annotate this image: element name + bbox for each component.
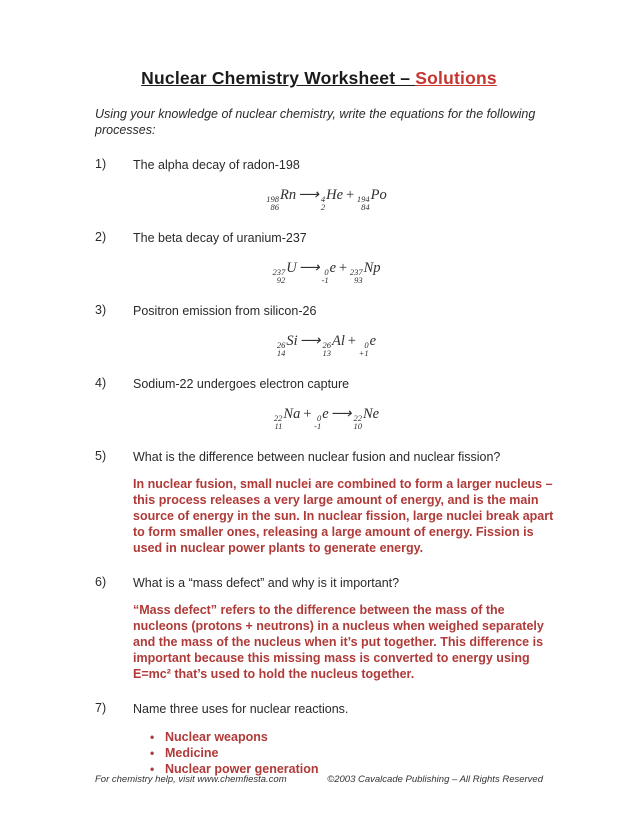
- mass-atomic-numbers: [353, 415, 362, 430]
- mass-atomic-numbers: [321, 196, 325, 211]
- question-text: What is the difference between nuclear fusion and nuclear fission?: [133, 450, 501, 464]
- mass-number: 0: [316, 413, 322, 423]
- nuclide-Po: [356, 187, 387, 212]
- nuclide-e: [314, 406, 329, 431]
- nuclide-U: [272, 260, 297, 285]
- question-body: [133, 376, 560, 430]
- mass-number: 26: [276, 340, 286, 350]
- mass-number: 0: [364, 340, 369, 350]
- element-symbol: He: [326, 187, 344, 203]
- mass-number: 26: [322, 340, 331, 350]
- mass-number: 198: [266, 194, 279, 204]
- nuclide-Si: [276, 333, 298, 358]
- question-body: [133, 157, 560, 211]
- atomic-number: 14: [276, 347, 286, 358]
- answer-bullet-list: [133, 729, 560, 777]
- question-body: [133, 449, 560, 556]
- question-text: Name three uses for nuclear reactions.: [133, 702, 349, 716]
- bullet-item: [133, 729, 560, 745]
- mass-atomic-numbers: [322, 342, 331, 357]
- element-symbol: Ne: [362, 406, 380, 422]
- mass-number: 237: [349, 267, 363, 277]
- question-body: [133, 230, 560, 284]
- bullet-icon: •: [150, 746, 155, 760]
- question-number: 6): [95, 575, 107, 589]
- mass-number: 0: [324, 267, 329, 277]
- mass-number: 237: [272, 267, 286, 277]
- question-text: Positron emission from silicon-26: [133, 304, 317, 318]
- mass-atomic-numbers: [359, 342, 369, 357]
- mass-number: 22: [273, 413, 283, 423]
- mass-atomic-numbers: [322, 269, 329, 284]
- nuclide-He: [320, 187, 344, 212]
- atomic-number: 86: [270, 201, 279, 212]
- question-body: [133, 701, 560, 777]
- bullet-icon: •: [150, 762, 155, 776]
- reaction-arrow: ⟶: [299, 333, 321, 349]
- element-symbol: e: [329, 260, 337, 276]
- mass-atomic-numbers: [266, 196, 279, 211]
- plus-operator: +: [345, 187, 355, 203]
- footer-left: For chemistry help, visit www.chemfiesta.com: [95, 774, 287, 785]
- answer-text: In nuclear fusion, small nuclei are combined to form a larger nucleus – this process releases a very large amount of energy, and is the main source of energy in the sun. In nuclear fission, large nuclei break apart to form smaller ones, releasing a large amount of energy. Fission is used in nuclear power plants to generate energy.: [133, 477, 554, 555]
- mass-atomic-numbers: [350, 269, 363, 284]
- question-number: 3): [95, 303, 107, 317]
- page-title-solutions: Solutions: [415, 68, 497, 88]
- question-1: [95, 157, 560, 211]
- mass-atomic-numbers: [314, 415, 321, 430]
- atomic-number: 10: [353, 420, 362, 431]
- page-title: [0, 0, 638, 89]
- page-title-main: Nuclear Chemistry Worksheet –: [141, 68, 416, 88]
- atomic-number: -1: [321, 274, 329, 285]
- question-body: [133, 575, 560, 682]
- mass-atomic-numbers: [272, 269, 285, 284]
- bullet-label: Medicine: [165, 746, 219, 760]
- question-number: 1): [95, 157, 107, 171]
- bullet-label: Nuclear weapons: [165, 730, 268, 744]
- reaction-arrow: ⟶: [298, 260, 320, 276]
- nuclide-Ne: [353, 406, 380, 431]
- atomic-number: 11: [274, 420, 283, 431]
- plus-operator: +: [302, 406, 313, 422]
- element-symbol: U: [286, 260, 297, 276]
- answer-text: “Mass defect” refers to the difference between the mass of the nucleons (protons + neutrons) in a nucleus when weighed separately and the mass of the nucleus when it’s put together. This difference is important because this missing mass is converted to energy using E=mc² that’s used to hold the nucleus together.: [133, 603, 544, 681]
- page-footer: [95, 774, 543, 785]
- element-symbol: Po: [370, 187, 387, 203]
- nuclear-equation: [133, 406, 520, 430]
- question-number: 5): [95, 449, 107, 463]
- element-symbol: Rn: [280, 187, 297, 203]
- nuclide-Al: [322, 333, 345, 358]
- nuclear-equation: [133, 187, 520, 211]
- question-7: [95, 701, 560, 777]
- question-5: [95, 449, 560, 556]
- bullet-icon: •: [150, 730, 155, 744]
- mass-number: 194: [356, 194, 370, 204]
- atomic-number: 84: [361, 201, 370, 212]
- bullet-label: Nuclear power generation: [165, 762, 319, 776]
- mass-atomic-numbers: [357, 196, 370, 211]
- question-text: The alpha decay of radon-198: [133, 158, 300, 172]
- question-4: [95, 376, 560, 430]
- atomic-number: 93: [354, 274, 363, 285]
- nuclide-Np: [349, 260, 381, 285]
- question-3: [95, 303, 560, 357]
- nuclear-equation: [133, 260, 520, 284]
- reaction-arrow: ⟶: [298, 187, 319, 203]
- element-symbol: Si: [286, 333, 298, 349]
- atomic-number: +1: [358, 347, 369, 358]
- question-number: 7): [95, 701, 107, 715]
- question-number: 2): [95, 230, 107, 244]
- mass-number: 22: [353, 413, 362, 423]
- element-symbol: Np: [363, 260, 381, 276]
- atomic-number: -1: [314, 420, 322, 431]
- question-text: What is a “mass defect” and why is it important?: [133, 576, 400, 590]
- plus-operator: +: [338, 260, 348, 276]
- questions: [95, 157, 560, 777]
- footer-right: ©2003 Cavalcade Publishing – All Rights Reserved: [327, 774, 543, 785]
- reaction-arrow: ⟶: [330, 406, 352, 422]
- question-2: [95, 230, 560, 284]
- element-symbol: Al: [331, 333, 345, 349]
- nuclear-equation: [133, 333, 520, 357]
- element-symbol: e: [369, 333, 377, 349]
- atomic-number: 92: [276, 274, 286, 285]
- nuclide-Rn: [266, 187, 297, 212]
- nuclide-e: [358, 333, 377, 358]
- plus-operator: +: [346, 333, 357, 349]
- element-symbol: e: [322, 406, 329, 422]
- atomic-number: 2: [320, 201, 326, 212]
- intro-text: Using your knowledge of nuclear chemistry, write the equations for the following processes:: [95, 107, 536, 137]
- question-6: [95, 575, 560, 682]
- bullet-item: [133, 745, 560, 761]
- nuclide-Na: [273, 406, 301, 431]
- mass-number: 4: [320, 194, 326, 204]
- question-text: Sodium-22 undergoes electron capture: [133, 377, 350, 391]
- nuclide-e: [321, 260, 337, 285]
- atomic-number: 13: [322, 347, 331, 358]
- mass-atomic-numbers: [277, 342, 286, 357]
- question-text: The beta decay of uranium-237: [133, 231, 307, 245]
- question-body: [133, 303, 560, 357]
- question-number: 4): [95, 376, 107, 390]
- mass-atomic-numbers: [274, 415, 283, 430]
- element-symbol: Na: [283, 406, 301, 422]
